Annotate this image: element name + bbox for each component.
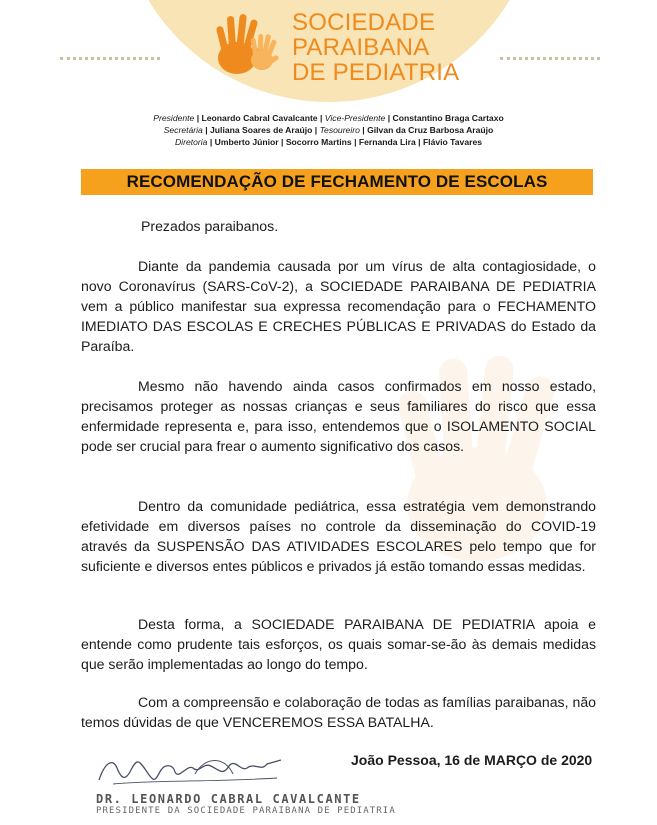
separator: | [209,137,213,147]
place-and-date: João Pessoa, 16 de MARÇO de 2020 [351,752,593,768]
logo-wordmark [292,10,459,85]
board-row-2 [0,124,657,136]
hand-prints-icon [207,8,289,80]
separator: | [281,137,284,147]
greeting: Prezados paraibanos. [141,218,279,234]
separator: | [319,113,323,123]
director-name: Socorro Martins [285,137,352,147]
paragraph-3: Dentro da comunidade pediátrica, essa estratégia vem demonstrando efetividade em diversos países no controle da disseminação do COVID-19 através da SUSPENSÃO DAS ATIVIDADES ESCOLARES pelo tempo que for suficiente e diversos entes públicos e privados já estão tomando essas medidas. [81,498,596,574]
vice-president-title: Vice-Presidente [324,113,386,123]
logo-line-1: SOCIEDADE [292,9,436,36]
directors-title: Diretoria [174,137,208,147]
signature-image [95,752,290,786]
paragraph-5: Com a compreensão e colaboração de todas as famílias paraibanas, não temos dúvidas de que VENCEREMOS ESSA BATALHA. [81,694,596,730]
board-row-1 [0,112,657,124]
treasurer-title: Tesoureiro [319,125,360,135]
header-dotted-line-left [60,57,160,60]
paragraph-4: Desta forma, a SOCIEDADE PARAIBANA DE PEDIATRIA apoia e entende como prudente tais esforços, os quais somar-se-ão às demais medidas que serão implementadas ao longo do tempo. [81,616,596,672]
header-dotted-line-right [500,57,600,60]
signer-title: PRESIDENTE DA SOCIEDADE PARAIBANA DE PEDIATRIA [96,806,396,816]
vice-president-name: Constantino Braga Cartaxo [392,113,504,123]
separator: | [418,137,421,147]
director-name: Umberto Júnior [214,137,279,147]
director-name: Flávio Tavares [422,137,483,147]
separator: | [387,113,391,123]
paragraph-1: Diante da pandemia causada por um vírus de alta contagiosidade, o novo Coronavírus (SARS-CoV-2), a SOCIEDADE PARAIBANA DE PEDIATRIA vem a público manifestar sua expressa recomendação para o FECHAMENTO IMEDIATO DAS ESCOLAS E CRECHES PÚBLICAS E PRIVADAS do Estado da Paraíba. [81,258,596,354]
logo-line-2: PARAIBANA [292,34,430,61]
paragraph-2: Mesmo não havendo ainda casos confirmados em nosso estado, precisamos proteger as nossas crianças e seus familiares do risco que essa enfermidade representa e, para isso, entendemos que o ISOLAMENTO SOCIAL pode ser crucial para frear o aumento significativo dos casos. [81,378,596,454]
logo-line-3: DE PEDIATRIA [292,59,460,86]
title-banner [81,169,593,195]
president-name: Leonardo Cabral Cavalcante [201,113,318,123]
secretary-name: Juliana Soares de Araújo [210,125,313,135]
separator: | [354,137,357,147]
separator: | [314,125,318,135]
board-row-3 [0,136,657,148]
treasurer-name: Gilvan da Cruz Barbosa Araújo [367,125,494,135]
document-title: RECOMENDAÇÃO DE FECHAMENTO DE ESCOLAS [126,172,548,191]
secretary-title: Secretária [163,125,203,135]
separator: | [362,125,365,135]
director-name: Fernanda Lira [358,137,416,147]
separator: | [205,125,208,135]
signer-name: DR. LEONARDO CABRAL CAVALCANTE [96,792,361,806]
president-title: Presidente [153,113,195,123]
separator: | [196,113,200,123]
